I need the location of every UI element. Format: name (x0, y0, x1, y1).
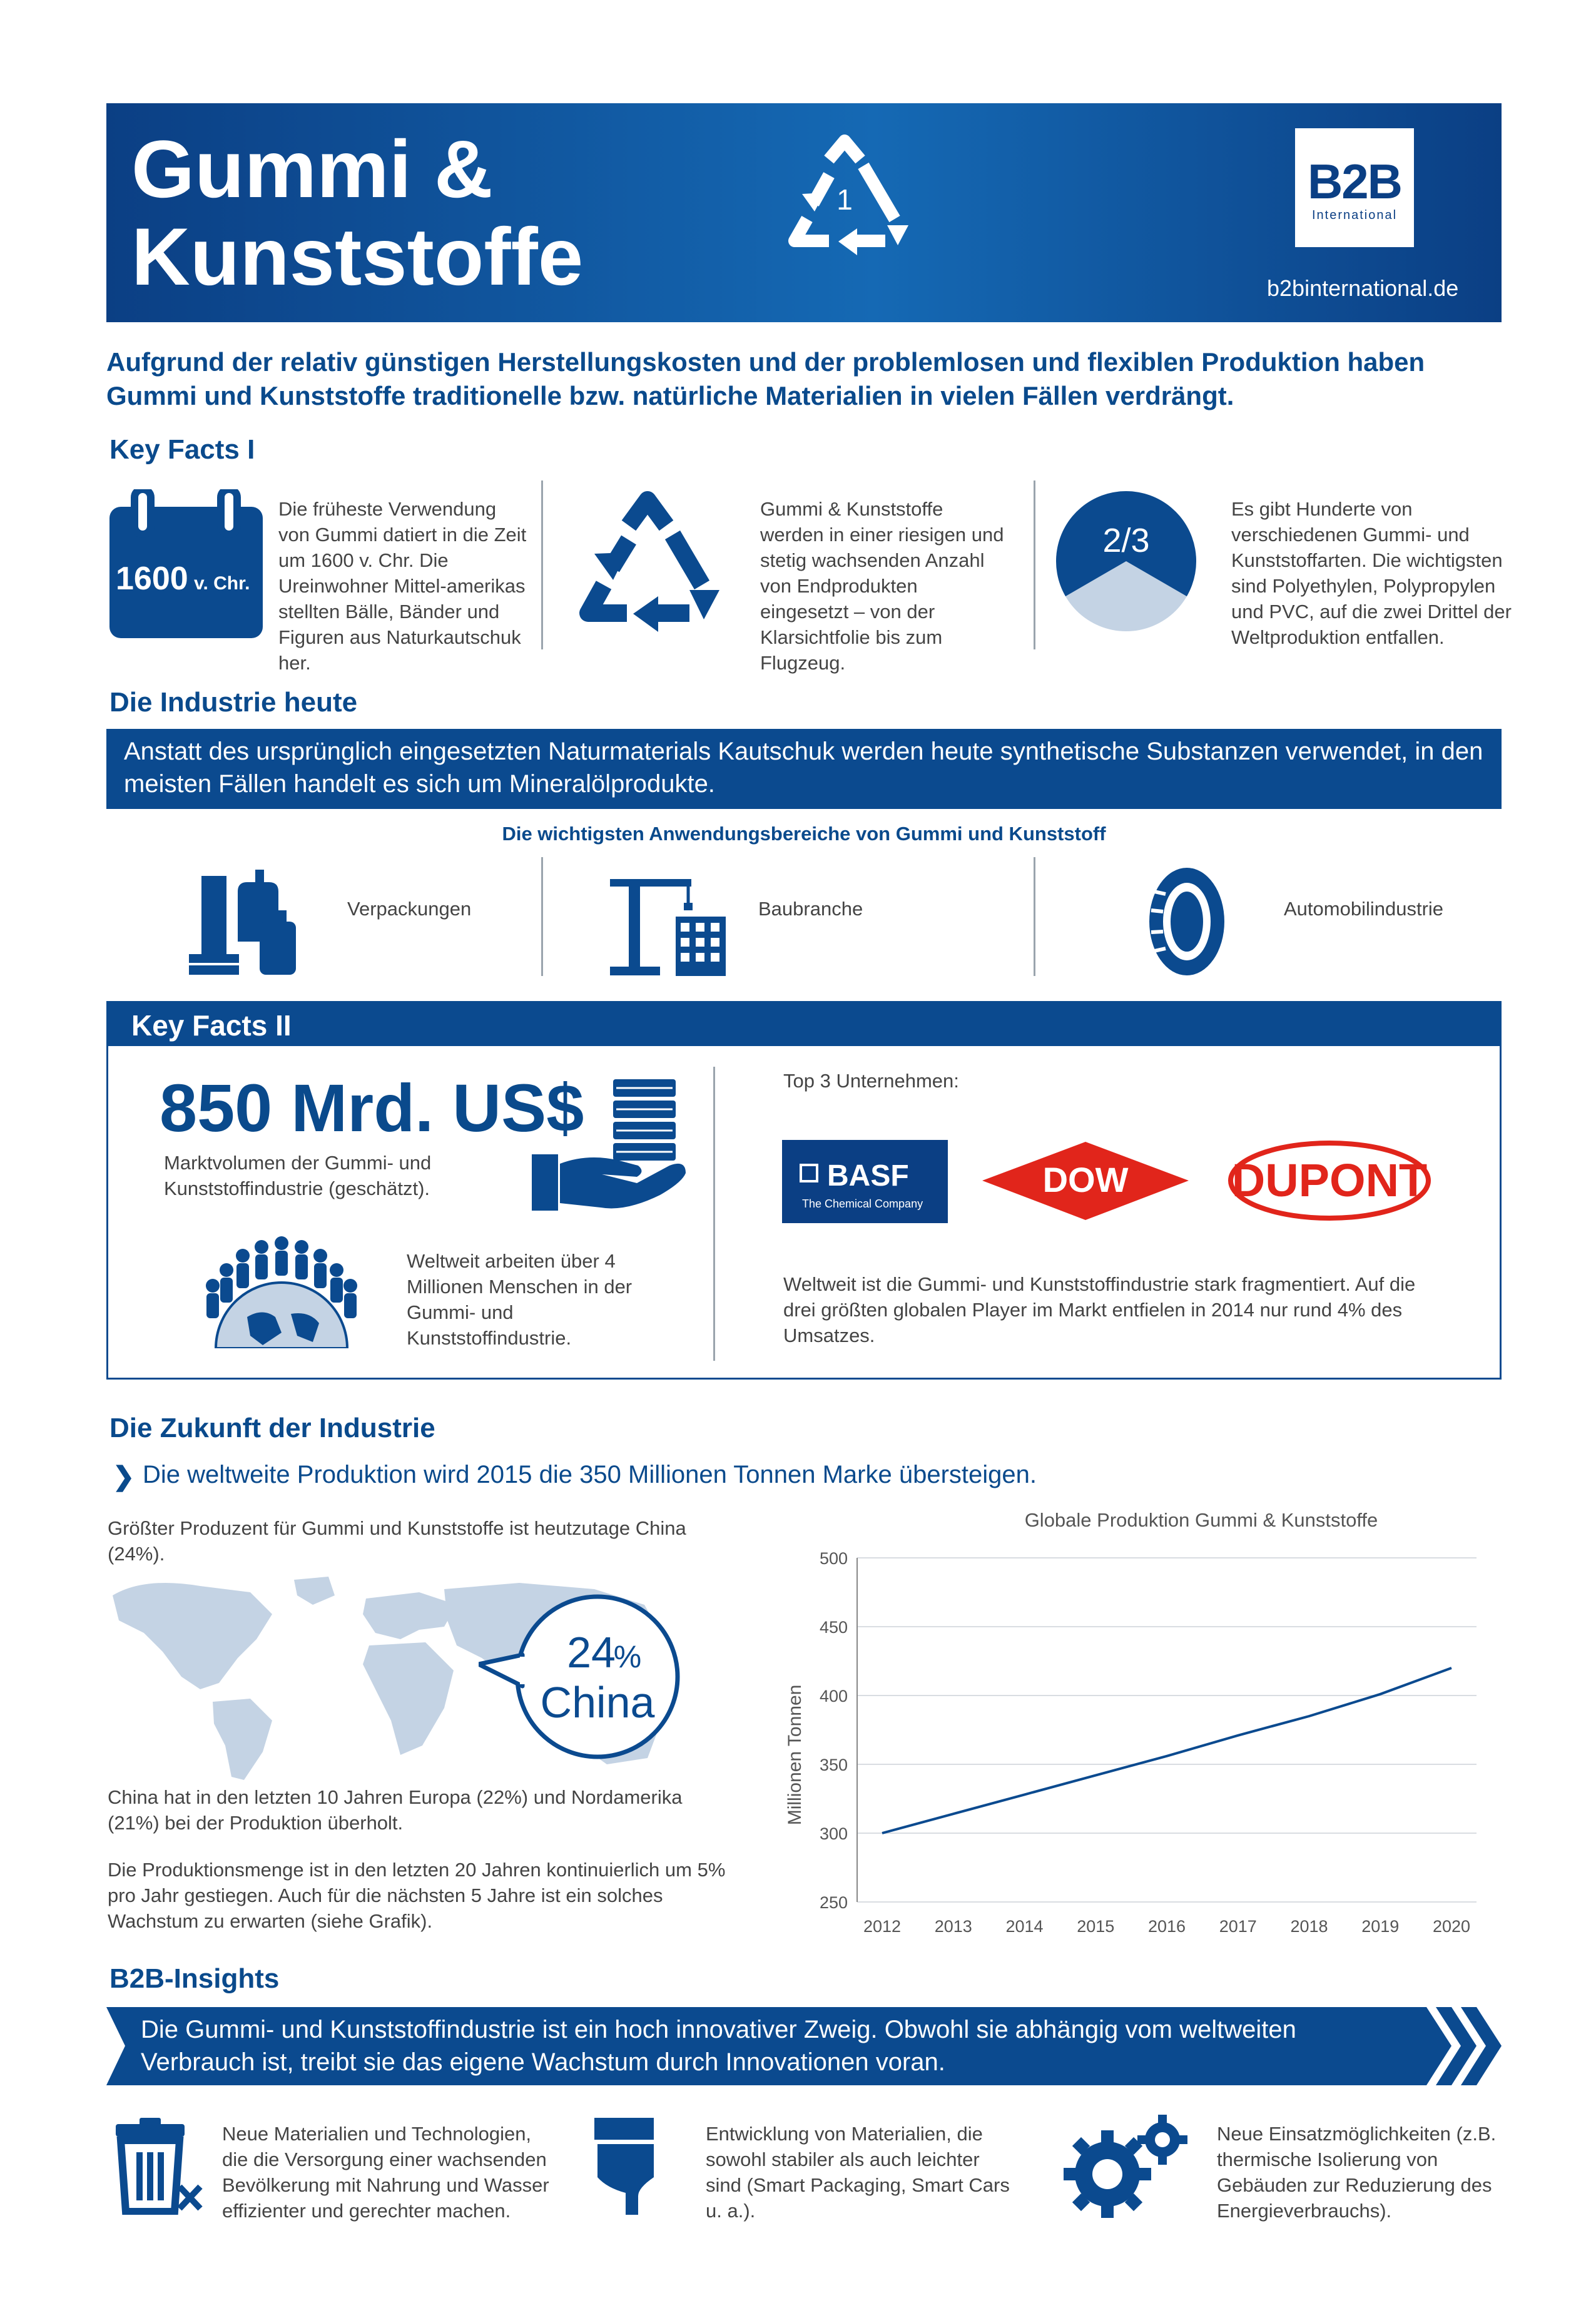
svg-text:v. Chr.: v. Chr. (194, 573, 250, 594)
chart-ylabel: Millionen Tonnen (785, 1684, 805, 1826)
svg-text:2/3: 2/3 (1102, 522, 1150, 559)
x-tick-label: 2020 (1432, 1917, 1471, 1936)
fact-types-text: Es gibt Hunderte von verschiedenen Gummi- und Kunststoffarten. Die wichtigsten sind Polyethylen, Polypropylen und PVC, auf die zwei Drittel der Weltproduktion entfallen. (1231, 498, 1512, 648)
trash-recycle-icon (109, 2118, 203, 2215)
x-tick-label: 2012 (863, 1917, 902, 1936)
x-tick-label: 2015 (1077, 1917, 1115, 1936)
dow-logo (982, 1142, 1189, 1220)
tire-icon (1148, 867, 1229, 976)
areas-subheading: Die wichtigsten Anwendungsbereiche von Gummi und Kunststoff (502, 823, 1106, 845)
y-tick-label: 350 (819, 1756, 848, 1774)
recycle-icon (569, 491, 726, 641)
fact-1600-text: Die früheste Verwendung von Gummi datiert in die Zeit um 1600 v. Chr. Die Ureinwohner Mittel-amerikas stellten Bälle, Bänder und Figuren aus Naturkautschuk her. (278, 498, 527, 674)
pointing-hand-icon (594, 2118, 663, 2218)
packaging-icon (188, 867, 300, 976)
svg-text:DUPONT: DUPONT (1231, 1154, 1428, 1206)
area-construction: Baubranche (758, 898, 863, 920)
top3-label: Top 3 Unternehmen: (783, 1070, 959, 1092)
production-line-chart (776, 1508, 1502, 1940)
y-tick-label: 500 (819, 1549, 848, 1568)
x-tick-label: 2014 (1005, 1917, 1044, 1936)
svg-text:1600: 1600 (116, 561, 188, 597)
fragmented-text: Weltweit ist die Gummi- und Kunststoffindustrie stark fragmentiert. Auf die drei größten globalen Player im Markt entfielen in 2014 nur rund 4% des Umsatzes. (783, 1273, 1416, 1346)
divider (1034, 857, 1035, 976)
future-headline: Die weltweite Produktion wird 2015 die 350 Millionen Tonnen Marke übersteigen. (143, 1461, 1037, 1488)
x-tick-label: 2018 (1290, 1917, 1328, 1936)
future-heading: Die Zukunft der Industrie (109, 1413, 435, 1443)
divider (541, 480, 543, 649)
divider (541, 857, 543, 976)
area-packaging: Verpackungen (347, 898, 472, 920)
key-facts-1-heading: Key Facts I (109, 434, 255, 465)
x-tick-label: 2017 (1219, 1917, 1257, 1936)
website-url[interactable]: b2binternational.de (1267, 275, 1459, 301)
largest-producer-text: Größter Produzent für Gummi und Kunststoffe ist heutzutage China (24%). (108, 1517, 686, 1565)
market-value: 850 Mrd. US$ (160, 1070, 584, 1146)
area-automotive: Automobilindustrie (1284, 898, 1444, 920)
china-overtook-text: China hat in den letzten 10 Jahren Europa (22%) und Nordamerika (21%) bei der Produktion überholt. (108, 1786, 683, 1834)
y-tick-label: 450 (819, 1618, 848, 1637)
industry-banner: Anstatt des ursprünglich eingesetzten Naturmaterials Kautschuk werden heute synthetische Substanzen verwendet, in den meisten Fällen handelt es sich um Mineralölprodukte. (106, 729, 1502, 809)
divider (1034, 480, 1035, 649)
chart-title: Globale Produktion Gummi & Kunststoffe (1024, 1509, 1378, 1531)
header-banner (106, 103, 1502, 322)
gears-icon (1064, 2115, 1189, 2218)
page-title: Gummi & Kunststoffe (131, 123, 584, 302)
x-tick-label: 2013 (934, 1917, 972, 1936)
y-tick-label: 300 (819, 1824, 848, 1843)
fact-products-text: Gummi & Kunststoffe werden in einer riesigen und stetig wachsenden Anzahl von Endprodukten eingesetzt – von der Klarsichtfolie bis zum Flugzeug. (760, 498, 1004, 674)
svg-text:1: 1 (836, 183, 853, 216)
divider (713, 1067, 715, 1361)
intro-text: Aufgrund der relativ günstigen Herstellungskosten und der problemlosen und flexiblen Produktion haben Gummi und Kunststoffe traditionelle bzw. natürliche Materialien in vielen Fällen verdrängt. (106, 347, 1425, 410)
global-workers-icon (188, 1223, 375, 1348)
svg-text:DOW: DOW (1042, 1160, 1129, 1199)
insight-food-water: Neue Materialien und Technologien, die die Versorgung einer wachsenden Bevölkerung mit Nahrung und Wasser effizienter und gerechter machen. (222, 2123, 549, 2222)
dupont-logo (1226, 1139, 1433, 1223)
insight-insulation: Neue Einsatzmöglichkeiten (z.B. thermische Isolierung von Gebäuden zur Reduzierung des Energieverbrauchs). (1217, 2123, 1497, 2222)
basf-square-icon (800, 1164, 818, 1182)
x-tick-label: 2016 (1147, 1917, 1186, 1936)
calendar-icon (109, 489, 263, 639)
key-facts-2-header: Key Facts II (106, 1001, 1502, 1046)
b2b-logo[interactable]: B2B International (1295, 128, 1414, 247)
y-tick-label: 400 (819, 1687, 848, 1706)
svg-text:China: China (540, 1678, 655, 1727)
production-series-line (882, 1668, 1451, 1833)
china-callout-bubble (479, 1592, 685, 1761)
x-tick-label: 2019 (1361, 1917, 1400, 1936)
workers-desc: Weltweit arbeiten über 4 Millionen Menschen in der Gummi- und Kunststoffindustrie. (407, 1250, 633, 1349)
chevron-right-icon: ❯ (113, 1462, 135, 1491)
industry-heading: Die Industrie heute (109, 687, 358, 718)
basf-logo: BASF The Chemical Company (782, 1140, 948, 1223)
svg-text:24: 24 (567, 1628, 616, 1677)
insight-materials: Entwicklung von Materialien, die sowohl stabiler als auch leichter sind (Smart Packaging, Smart Cars u. a.). (706, 2123, 1010, 2222)
market-desc: Marktvolumen der Gummi- und Kunststoffindustrie (geschätzt). (164, 1152, 432, 1199)
y-tick-label: 250 (819, 1893, 848, 1912)
recycle-icon (770, 131, 920, 275)
construction-crane-icon (610, 867, 729, 976)
money-hand-icon (532, 1073, 688, 1214)
insights-heading: B2B-Insights (109, 1963, 280, 1994)
insights-banner-text: Die Gummi- und Kunststoffindustrie ist ein hoch innovativer Zweig. Obwohl sie abhängig vom weltweiten Verbrauch ist, treibt sie das eigene Wachstum durch Innovationen voran. (141, 2016, 1296, 2076)
two-thirds-pie (1054, 489, 1198, 633)
svg-text:%: % (613, 1639, 642, 1674)
growth-text: Die Produktionsmenge ist in den letzten 20 Jahren kontinuierlich um 5% pro Jahr gestiegen. Auch für die nächsten 5 Jahre ist ein solches Wachstum zu erwarten (siehe Grafik). (108, 1859, 726, 1932)
